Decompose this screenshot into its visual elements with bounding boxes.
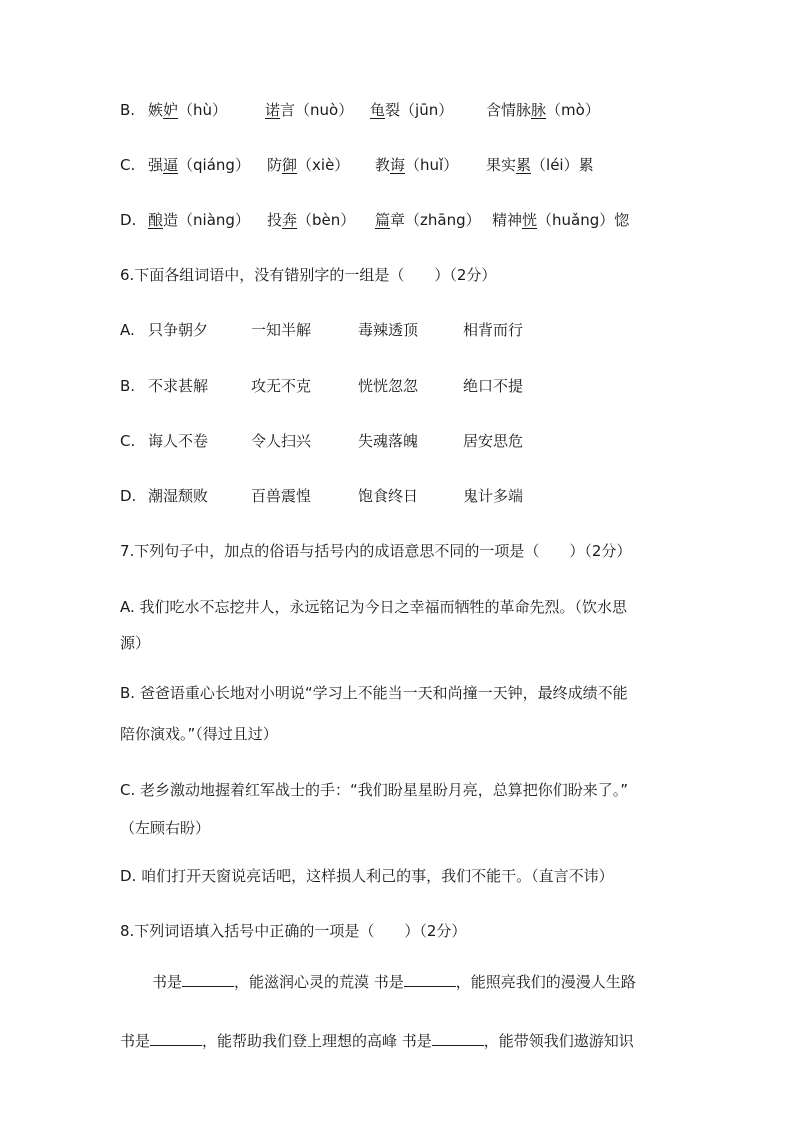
idiom: 饱食终日 <box>358 487 419 505</box>
q8-stem: 8.下列词语填入括号中正确的一项是（ ）（2分） <box>120 922 467 940</box>
option-label: B. <box>120 377 136 395</box>
q7-stem: 7.下列句子中，加点的俗语与括号内的成语意思不同的一项是（ ）（2分） <box>120 542 632 560</box>
word-2: 诺言（nuò） <box>265 101 354 119</box>
option-label: D. <box>120 487 137 505</box>
passage-text: ，能照亮我们的漫漫人生路 <box>455 973 636 991</box>
word-2: 投奔（bèn） <box>267 211 356 229</box>
option-label: D. <box>120 211 137 229</box>
passage-text: ，能滋润心灵的荒漠 书是 <box>234 973 404 991</box>
idiom: 恍恍忽忽 <box>358 377 419 395</box>
word-1: 强逼（qiáng） <box>148 156 250 174</box>
fill-blank <box>404 972 456 987</box>
word-4: 精神恍（huǎng）惚 <box>492 211 630 229</box>
passage-text: ，能帮助我们登上理想的高峰 书是 <box>202 1032 432 1050</box>
passage-text: 书是 <box>120 1032 151 1050</box>
q7-option-a-line1: A. 我们吃水不忘挖井人，永远铭记为今日之幸福而牺牲的革命先烈。（饮水思 <box>120 598 628 616</box>
idiom: 居安思危 <box>463 432 524 450</box>
idiom: 百兽震惶 <box>251 487 312 505</box>
q8-passage-line2 <box>120 1031 634 1051</box>
word-3: 教诲（huǐ） <box>375 156 459 174</box>
q8-passage-line1 <box>152 972 636 992</box>
idiom: 令人扫兴 <box>251 432 312 450</box>
q7-option-c-line2: （左顾右盼） <box>120 819 211 837</box>
fill-blank <box>182 972 234 987</box>
idiom: 一知半解 <box>251 321 312 339</box>
option-label: A. <box>120 321 135 339</box>
idiom: 绝口不提 <box>463 377 524 395</box>
option-label: C. <box>120 432 136 450</box>
word-2: 防御（xiè） <box>267 156 350 174</box>
q7-option-b-line2: 陪你演戏。”（得过且过） <box>120 725 278 743</box>
word-1: 酿造（niàng） <box>148 211 250 229</box>
option-label: B. <box>120 101 136 119</box>
idiom: 鬼计多端 <box>463 487 524 505</box>
word-3: 龟裂（jūn） <box>370 101 454 119</box>
word-3: 篇章（zhāng） <box>375 211 481 229</box>
word-4: 果实累（léi）累 <box>486 156 594 174</box>
q7-option-d: D. 咱们打开天窗说亮话吧，这样损人利己的事，我们不能干。（直言不讳） <box>120 867 614 885</box>
option-label: C. <box>120 156 136 174</box>
fill-blank <box>150 1031 202 1046</box>
word-1: 嫉妒（hù） <box>148 101 228 119</box>
idiom: 攻无不克 <box>251 377 312 395</box>
idiom: 不求甚解 <box>148 377 209 395</box>
idiom: 诲人不卷 <box>148 432 209 450</box>
q7-option-c-line1: C. 老乡激动地握着红军战士的手：“我们盼星星盼月亮，总算把你们盼来了。” <box>120 781 629 799</box>
idiom: 相背而行 <box>463 321 524 339</box>
q7-option-b-line1: B. 爸爸语重心长地对小明说“学习上不能当一天和尚撞一天钟，最终成绩不能 <box>120 684 628 702</box>
passage-text: ，能带领我们遨游知识 <box>483 1032 634 1050</box>
q6-stem: 6.下面各组词语中，没有错别字的一组是（ ）（2分） <box>120 266 497 284</box>
q7-option-a-line2: 源） <box>120 634 151 652</box>
idiom: 毒辣透顶 <box>358 321 419 339</box>
word-4: 含情脉脉（mò） <box>486 101 600 119</box>
idiom: 失魂落魄 <box>358 432 419 450</box>
passage-text: 书是 <box>152 973 183 991</box>
fill-blank <box>432 1031 484 1046</box>
idiom: 潮湿颓败 <box>148 487 209 505</box>
idiom: 只争朝夕 <box>148 321 209 339</box>
